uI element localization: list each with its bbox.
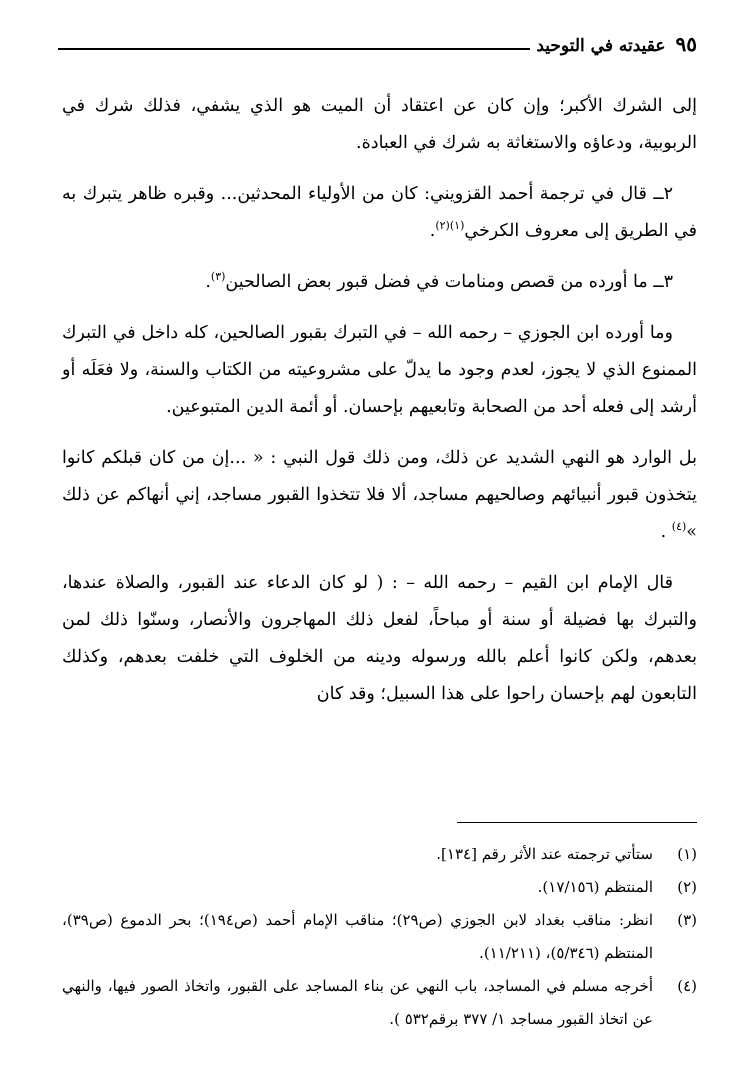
footnote-ref-4: (٤): [671, 520, 687, 534]
paragraph-4-text: وما أورده ابن الجوزي – رحمه الله – في التبرك بقبور الصالحين، كله داخل في التبرك الممنوع الذي لا يجوز، لعدم وجود ما يدلّ على مشروعيته من الكتاب والسنة، ولا فعَلَه أو أرشد إلى فعله أحد من الصحابة وتابعيهم بإحسان. أو أئمة الدين المتبوعين.: [62, 323, 697, 417]
footnote-3: [62, 904, 697, 970]
footnote-4: [62, 970, 697, 1036]
paragraph-2-end: .: [429, 221, 436, 241]
footnote-2: [62, 871, 697, 904]
running-title: عقيدته في التوحيد: [536, 36, 666, 56]
paragraph-5: [62, 440, 697, 551]
footnote-1: [62, 838, 697, 871]
footnote-number: (٣): [677, 911, 697, 929]
paragraph-2-text: ٢ــ قال في ترجمة أحمد القزويني: كان من الأولياء المحدثين... وقبره ظاهر يتبرك به في الطريق إلى معروف الكرخي: [62, 184, 697, 241]
footnote-text: ستأتي ترجمته عند الأثر رقم [١٣٤].: [436, 845, 653, 863]
footnote-text: انظر: مناقب بغداد لابن الجوزي (ص٢٩)؛ مناقب الإمام أحمد (ص١٩٤)؛ بحر الدموع (ص٣٩)، المنتظم (٥/٣٤٦)، (١١/٢١١).: [62, 911, 653, 962]
paragraph-6: [62, 565, 697, 713]
paragraph-5-text: بل الوارد هو النهي الشديد عن ذلك، ومن ذلك قول النبي : « ...إن من كان قبلكم كانوا يتخذون قبور أنبيائهم وصالحيهم مساجد، ألا فلا تتخذوا القبور مساجد، إني أنهاكم عن ذلك »: [62, 448, 697, 542]
page-number: ٩٥: [675, 32, 697, 56]
paragraph-1-text: إلى الشرك الأكبر؛ وإن كان عن اعتقاد أن الميت هو الذي يشفي، فذلك شرك في الربوبية، ودعاؤه والاستغاثة به شرك في العبادة.: [62, 96, 697, 153]
paragraph-3-text: ٣ــ ما أورده من قصص ومنامات في فضل قبور بعض الصالحين: [225, 272, 673, 292]
footnote-text: أخرجه مسلم في المساجد، باب النهي عن بناء المساجد على القبور، واتخاذ الصور فيها، والنهي عن اتخاذ القبور مساجد ١/ ٣٧٧ برقم٥٣٢ ).: [62, 977, 653, 1028]
running-header: [58, 28, 697, 56]
paragraph-3: [62, 264, 697, 301]
paragraph-6-text: قال الإمام ابن القيم – رحمه الله – : ( لو كان الدعاء عند القبور، والصلاة عندها، والتبرك بها فضيلة أو سنة أو مباحاً، لفعل ذلك المهاجرون والأنصار، وسنّوا ذلك لمن بعدهم، ولكن كانوا أعلم بالله ورسوله ودينه من الخلوف التي خلفت بعدهم، وكذلك التابعون لهم بإحسان راحوا على هذا السبيل؛ وقد كان: [62, 573, 697, 704]
paragraph-5-end: .: [660, 522, 672, 542]
paragraph-1: [62, 88, 697, 162]
footnote-number: (٤): [677, 977, 697, 995]
footnote-number: (١): [677, 845, 697, 863]
footnote-number: (٢): [677, 878, 697, 896]
footnote-rule: [457, 822, 697, 823]
footnotes: [62, 838, 697, 1036]
footnote-text: المنتظم (١٧/١٥٦).: [537, 878, 653, 896]
paragraph-3-end: .: [205, 272, 211, 292]
main-text: [62, 88, 697, 727]
paragraph-2: [62, 176, 697, 250]
paragraph-4: [62, 315, 697, 426]
footnote-ref-3: (٣): [210, 270, 226, 284]
header-rule: [58, 48, 530, 50]
footnote-ref-1-2: (١)(٢): [435, 219, 465, 233]
